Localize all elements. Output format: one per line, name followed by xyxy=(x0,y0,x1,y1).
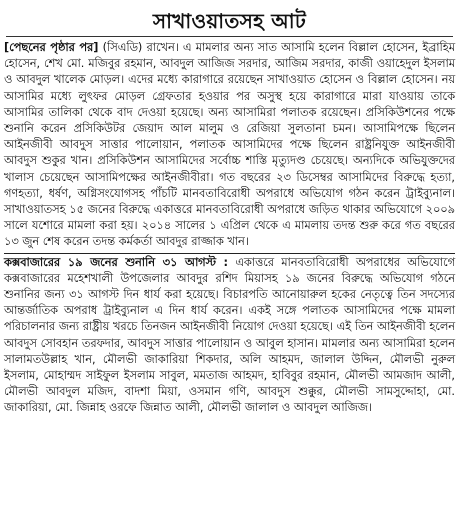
headline-divider xyxy=(6,36,453,37)
story-2-subhead: কক্সবাজারের ১৯ জনের শুনানি ৩১ আগস্ট : xyxy=(4,255,228,269)
story-1-text: (সিএডি) রাখেন। এ মামলার অন্য সাত আসামি হলেন বিল্লাল হোসেন, ইব্রাহিম হোসেন, শেখ মো. মজিবুর রহমান, আবদুল আজিজ সরদার, আজিম সরদার, কাজী ওয়াহেদুল ইসলাম ও আবদুল খালেক মোড়ল। এদের মধ্যে কারাগারে রয়েছেন সাখাওয়াত হোসেন ও বিল্লাল হোসেন। নয় আসামির মধ্যে লুৎফর মোড়ল গ্রেফতার হওয়ার পর অসুস্থ হয়ে কারাগারে মারা যাওয়ায় তাকে আসামির তালিকা থেকে বাদ দেওয়া হয়েছে। অন্য আসামিরা পলাতক রয়েছেন। প্রসিকিউশনের পক্ষে শুনানি করেন প্রসিকিউটর জেয়াদ আল মালুম ও রেজিয়া সুলতানা চমন। আসামিপক্ষে ছিলেন আইনজীবী আবদুস সাত্তার পালোয়ান, পলাতক আসামিদের পক্ষে ছিলেন রাষ্ট্রনিযুক্ত আইনজীবী আবদুস শুকুর খান। প্রসিকিউশন আসামিদের সর্বোচ্চ শাস্তি মৃত্যুদণ্ড চেয়েছে। অন্যদিকে অভিযুক্তদের খালাস চেয়েছেন আসামিপক্ষের আইনজীবীরা। গত বছরের ২৩ ডিসেম্বর আসামিদের বিরুদ্ধে হত্যা, গণহত্যা, ধর্ষণ, অগ্নিসংযোগসহ পাঁচটি মানবতাবিরোধী অপরাধে অভিযোগ গঠন করেন ট্রাইব্যুনাল। সাখাওয়াতসহ ১৫ জনের বিরুদ্ধে একাত্তরে মানবতাবিরোধী অপরাধে জড়িত থাকার অভিযোগে ২০০৯ সালে যশোরে মামলা করা হয়। ২০১৪ সালের ১ এপ্রিল থেকে এ মামলায় তদন্ত শুরু করে গত বছরের ১৩ জুন শেষ করেন তদন্ত কর্মকর্তা আবদুর রাজ্জাক খান। xyxy=(4,41,455,249)
article-body xyxy=(4,40,455,417)
story-2-text: একাত্তরে মানবতাবিরোধী অপরাধের অভিযোগে কক্সবাজারের মহেশখালী উপজেলার আবদুর রশিদ মিয়াসহ ১৯ জনের বিরুদ্ধে অভিযোগ গঠনে শুনানির জন্য ৩১ আগস্ট দিন ধার্য করা হয়েছে। বিচারপতি আনোয়ারুল হকের নেতৃত্বে তিন সদস্যের আন্তর্জাতিক অপরাধ ট্রাইব্যুনাল এ দিন ধার্য করেন। একই সঙ্গে পলাতক আসামিদের পক্ষে মামলা পরিচালনার জন্য রাষ্ট্রীয় খরচে তিনজন আইনজীবী নিয়োগ দেওয়া হয়েছে। এই তিন আইনজীবী হলেন আবদুস সোবহান তরফদার, আবদুস সাত্তার পালোয়ান ও আবুল হাসান। মামলার অন্য আসামিরা হলেন সালামতউল্লাহ খান, মৌলভী জাকারিয়া শিকদার, অলি আহমদ, জালাল উদ্দিন, মৌলভী নুরুল ইসলাম, মোহাম্মদ সাইফুল ইসলাম সাবুল, মমতাজ আহমদ, হাবিবুর রহমান, মৌলভী আমজাদ আলী, মৌলভী আবদুল মজিদ, বাদশা মিয়া, ওসমান গণি, আবদুস শুক্কুর, মৌলভী সামসুদ্দোহা, মো. জাকারিয়া, মো. জিন্নাহ ওরফে জিন্নাত আলী, মৌলভী জালাল ও আবদুল আজিজ। xyxy=(4,255,455,415)
continued-from-label: [পেছনের পৃষ্ঠার পর] xyxy=(4,41,99,54)
story-1-paragraph xyxy=(4,40,455,251)
headline: সাখাওয়াতসহ আট xyxy=(152,9,307,33)
story-2-paragraph xyxy=(4,255,455,417)
story-divider xyxy=(4,253,455,254)
news-clipping xyxy=(0,8,459,521)
